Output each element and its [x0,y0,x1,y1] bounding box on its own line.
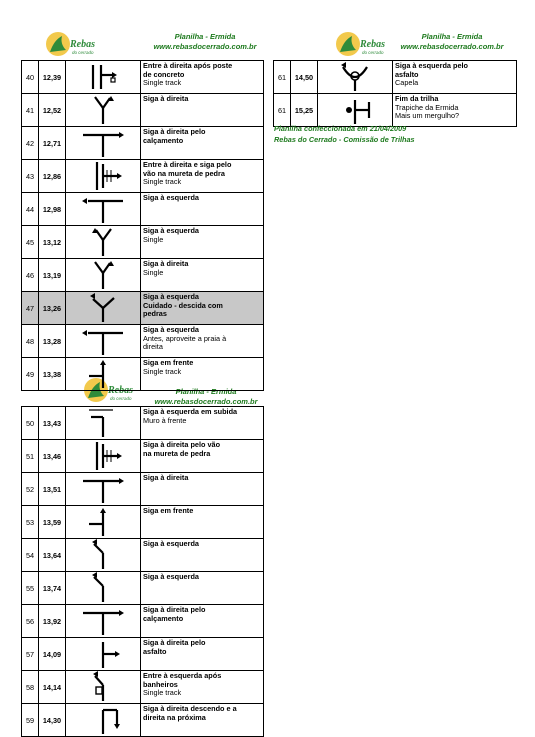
distance-km: 12,86 [39,160,66,193]
direction-icon-cell [66,61,141,94]
direction-icon-cell [66,160,141,193]
distance-km: 13,74 [39,572,66,605]
instruction-text: Siga à direita [143,259,189,268]
instruction-text: Siga à direita pelo calçamento [143,605,206,623]
uphill-left-icon [67,407,139,439]
distance-km: 13,26 [39,292,66,325]
straight-crossing-icon [67,506,139,538]
distance-km: 13,59 [39,506,66,539]
instruction-text: Siga à esquerda [143,572,199,581]
distance-km: 13,92 [39,605,66,638]
step-number: 42 [22,127,39,160]
route-row [22,193,264,226]
route-row [274,94,517,127]
logo-text: Rebas [360,39,385,50]
instruction-cell [141,605,264,638]
instruction-note: Single [143,267,164,277]
fork-right-icon [67,259,139,291]
instruction-note: Single track [143,78,182,88]
instruction-note: Single track [143,177,182,187]
instruction-text: Siga em frente [143,358,194,367]
instruction-cell [141,473,264,506]
instruction-note: Single [143,234,164,244]
instruction-cell [141,358,264,391]
footnote-credit: Rebas do Cerrado - Comissão de Trilhas [274,135,415,144]
instruction-text: Entre à direita e siga pelo vão na mureta de pedra [143,160,232,178]
distance-km: 14,30 [39,704,66,737]
step-number: 55 [22,572,39,605]
distance-km: 12,71 [39,127,66,160]
route-table-1 [21,60,264,391]
header-title: Planilha - Ermida [174,32,236,41]
step-number: 47 [22,292,39,325]
instruction-text: Siga à direita [143,473,189,482]
route-row [22,605,264,638]
direction-icon-cell [66,226,141,259]
route-row [22,358,264,391]
right-turn-at-post-icon [67,61,139,93]
instruction-cell [141,226,264,259]
route-row [22,325,264,358]
direction-icon-cell [66,605,141,638]
instruction-cell [141,638,264,671]
instruction-text: Siga à direita descendo e a direita na próxima [143,704,237,722]
direction-icon-cell [66,193,141,226]
instruction-text: Siga à direita pelo asfalto [143,638,206,656]
direction-icon-cell [66,572,141,605]
instruction-cell [141,671,264,704]
instruction-cell [393,61,517,94]
instruction-text: Entre à esquerda após banheiros [143,671,222,689]
route-row [22,572,264,605]
instruction-cell [141,325,264,358]
direction-icon-cell [66,671,141,704]
step-number: 57 [22,638,39,671]
step-number: 40 [22,61,39,94]
step-number: 41 [22,94,39,127]
instruction-cell [141,94,264,127]
instruction-cell [141,292,264,325]
instruction-cell [141,539,264,572]
direction-icon-cell [66,539,141,572]
right-through-wall-gap-icon [67,160,139,192]
left-after-restroom-icon [67,671,139,703]
logo-text: Rebas [70,39,95,50]
direction-icon-cell [66,325,141,358]
instruction-note: Muro à frente [143,415,187,425]
route-row [22,160,264,193]
instruction-cell [141,193,264,226]
header-url: www.rebasdocerrado.com.br [153,42,257,51]
instruction-cell [393,94,517,127]
rebas-logo [330,30,390,58]
step-number: 48 [22,325,39,358]
distance-km: 14,09 [39,638,66,671]
route-row [22,407,264,440]
step-number: 44 [22,193,39,226]
instruction-text: Entre à direita após poste de concreto [143,61,233,79]
direction-icon-cell [66,506,141,539]
direction-icon-cell [66,704,141,737]
route-row [22,440,264,473]
route-row [22,539,264,572]
step-number: 58 [22,671,39,704]
step-number: 53 [22,506,39,539]
direction-icon-cell [318,61,393,94]
route-row [22,473,264,506]
direction-icon-cell [318,94,393,127]
route-row [22,292,264,325]
distance-km: 13,38 [39,358,66,391]
route-row [22,127,264,160]
step-number: 52 [22,473,39,506]
instruction-cell [141,704,264,737]
header-title: Planilha - Ermida [421,32,483,41]
route-row [22,506,264,539]
chapel-left-turn-icon [319,61,391,93]
footnote [274,123,415,145]
route-row [22,94,264,127]
distance-km: 13,28 [39,325,66,358]
instruction-text: Siga em frente [143,506,194,515]
instruction-cell [141,572,264,605]
distance-km: 15,25 [291,94,318,127]
t-junction-right-icon [67,473,139,505]
t-junction-right-icon [67,605,139,637]
direction-icon-cell [66,473,141,506]
instruction-cell [141,506,264,539]
distance-km: 13,64 [39,539,66,572]
instruction-text: Siga à esquerda [143,193,199,202]
logo-text: Rebas [108,385,133,396]
rebas-logo-icon [40,30,100,58]
step-number: 59 [22,704,39,737]
direction-icon-cell [66,127,141,160]
instruction-cell [141,61,264,94]
step-number: 46 [22,259,39,292]
diagonal-left-icon [67,572,139,604]
step-number: 45 [22,226,39,259]
route-row [22,704,264,737]
sheet-header-2 [330,30,525,60]
logo-sub: do cerrado [72,50,94,55]
step-number: 50 [22,407,39,440]
sheet-header-1 [40,30,265,60]
direction-icon-cell [66,440,141,473]
distance-km: 12,98 [39,193,66,226]
distance-km: 13,19 [39,259,66,292]
distance-km: 13,51 [39,473,66,506]
instruction-note: Single track [143,688,182,698]
step-number: 61 [274,94,291,127]
route-row [22,671,264,704]
instruction-cell [141,259,264,292]
rebas-logo [40,30,100,58]
instruction-cell [141,160,264,193]
right-descend-icon [67,704,139,736]
direction-icon-cell [66,292,141,325]
fork-left-icon [67,226,139,258]
instruction-text: Siga à direita pelo vão na mureta de pedra [143,440,221,458]
instruction-text: Siga à esquerda em subida [143,407,238,416]
logo-sub: do cerrado [362,50,384,55]
direction-icon-cell [66,638,141,671]
route-row [22,61,264,94]
instruction-text: Siga à esquerda [143,539,199,548]
step-number: 54 [22,539,39,572]
header-title: Planilha - Ermida [175,387,237,396]
step-number: 49 [22,358,39,391]
instruction-text: Siga à esquerda Cuidado - descida com pedras [143,292,223,319]
instruction-text: Siga à direita [143,94,189,103]
route-table-2 [273,60,517,127]
step-number: 43 [22,160,39,193]
instruction-cell [141,127,264,160]
header-url: www.rebasdocerrado.com.br [400,42,504,51]
header-url: www.rebasdocerrado.com.br [154,397,258,406]
distance-km: 13,46 [39,440,66,473]
logo-sub: do cerrado [110,396,132,401]
instruction-cell [141,440,264,473]
trail-end-icon [319,94,391,126]
step-number: 56 [22,605,39,638]
footnote-date: Planilha confeccionada em 21/04/2009 [274,124,407,133]
instruction-note: Single track [143,366,182,376]
right-through-wall-gap-icon [67,440,139,472]
instruction-text: Siga à direita pelo calçamento [143,127,206,145]
instruction-note: Trapiche da Ermida Mais um mergulho? [395,102,460,121]
direction-icon-cell [66,259,141,292]
fork-right-icon [67,94,139,126]
distance-km: 13,43 [39,407,66,440]
instruction-text: Siga à esquerda [143,226,199,235]
direction-icon-cell [66,407,141,440]
route-row [22,226,264,259]
y-junction-left-icon [67,292,139,324]
distance-km: 14,50 [291,61,318,94]
distance-km: 12,39 [39,61,66,94]
instruction-text: Siga à esquerda [143,325,199,334]
t-junction-left-icon [67,325,139,357]
instruction-text: Fim da trilha [395,94,439,103]
t-junction-left-icon [67,193,139,225]
t-junction-right-icon [67,127,139,159]
side-right-icon [67,638,139,670]
rebas-logo-icon [330,30,390,58]
step-number: 61 [274,61,291,94]
direction-icon-cell [66,94,141,127]
route-row [274,61,517,94]
instruction-text: Siga à esquerda pelo asfalto [395,61,468,79]
instruction-note: Antes, aproveite a praia à direita [143,333,227,352]
step-number: 51 [22,440,39,473]
distance-km: 14,14 [39,671,66,704]
instruction-cell [141,407,264,440]
route-table-3 [21,406,264,737]
route-row [22,259,264,292]
route-row [22,638,264,671]
straight-crossing-icon [67,358,139,390]
distance-km: 12,52 [39,94,66,127]
distance-km: 13,12 [39,226,66,259]
diagonal-left-icon [67,539,139,571]
instruction-note: Capela [395,78,419,88]
direction-icon-cell [66,358,141,391]
